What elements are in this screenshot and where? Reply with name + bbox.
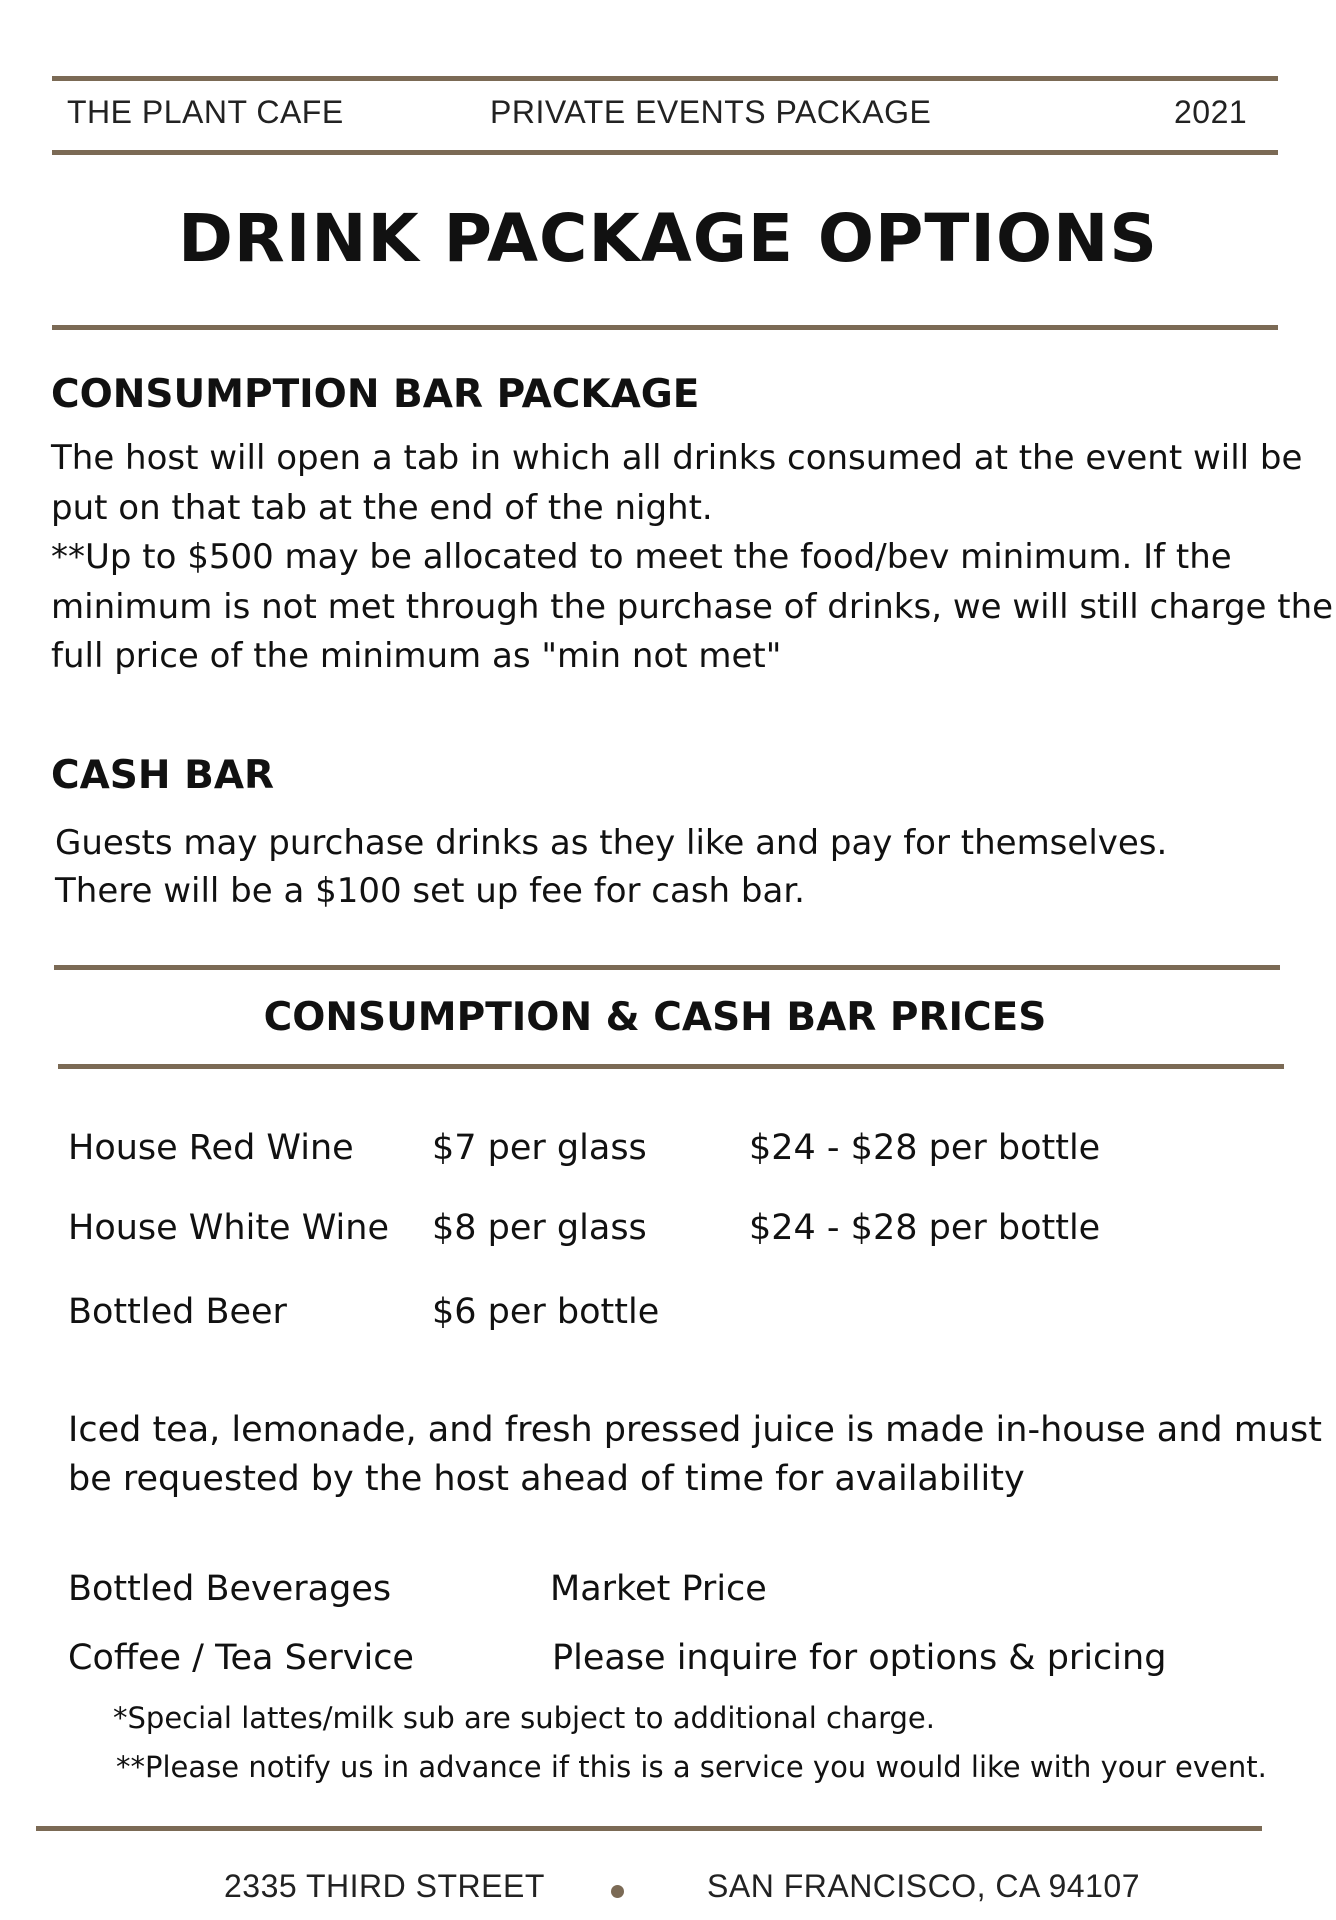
- prices-top-rule: [54, 965, 1280, 970]
- page-title: DRINK PACKAGE OPTIONS: [178, 200, 1158, 277]
- other-row-price: Market Price: [550, 1569, 767, 1609]
- price-row-bottle: $24 - $28 per bottle: [749, 1208, 1101, 1248]
- consumption-line: full price of the minimum as "min not met": [51, 636, 782, 676]
- inhouse-line: Iced tea, lemonade, and fresh pressed juice is made in-house and must: [68, 1410, 1322, 1450]
- other-row-item: Bottled Beverages: [68, 1569, 392, 1609]
- price-row-glass: $8 per glass: [432, 1208, 647, 1248]
- price-row-item: House Red Wine: [68, 1128, 354, 1168]
- other-row-price: Please inquire for options & pricing: [552, 1638, 1167, 1678]
- cash-bar-line: Guests may purchase drinks as they like and pay for themselves.: [55, 823, 1168, 863]
- inhouse-line: be requested by the host ahead of time for availability: [68, 1459, 1025, 1499]
- cash-bar-heading: CASH BAR: [51, 753, 275, 798]
- special-latte-note: *Special lattes/milk sub are subject to additional charge.: [113, 1701, 935, 1735]
- consumption-description: [51, 434, 1333, 682]
- package-year: 2021: [1174, 94, 1248, 130]
- inhouse-note: [68, 1406, 1322, 1504]
- header-top-rule: [52, 76, 1278, 81]
- footer-separator-dot: [611, 1885, 624, 1898]
- price-row-item: House White Wine: [68, 1208, 389, 1248]
- consumption-heading: CONSUMPTION BAR PACKAGE: [51, 372, 700, 417]
- title-rule: [52, 325, 1278, 330]
- other-row-item: Coffee / Tea Service: [68, 1638, 414, 1678]
- price-row-glass: $6 per bottle: [432, 1292, 660, 1332]
- cash-bar-description: [55, 819, 1167, 915]
- price-row-item: Bottled Beer: [68, 1292, 287, 1332]
- consumption-line: put on that tab at the end of the night.: [51, 487, 713, 528]
- advance-notice-note: **Please notify us in advance if this is a service you would like with your event.: [116, 1750, 1267, 1784]
- footer-rule: [36, 1826, 1262, 1831]
- prices-heading: CONSUMPTION & CASH BAR PRICES: [263, 995, 1047, 1040]
- package-name: PRIVATE EVENTS PACKAGE: [490, 94, 932, 130]
- consumption-line: The host will open a tab in which all drinks consumed at the event will be: [51, 438, 1303, 478]
- footer-city: SAN FRANCISCO, CA 94107: [707, 1868, 1140, 1904]
- price-row-bottle: $24 - $28 per bottle: [749, 1128, 1101, 1168]
- footer-street: 2335 THIRD STREET: [224, 1868, 545, 1904]
- cash-bar-line: There will be a $100 set up fee for cash bar.: [55, 871, 805, 911]
- header-bottom-rule: [52, 150, 1278, 155]
- consumption-line: minimum is not met through the purchase of drinks, we will still charge the: [51, 586, 1334, 627]
- consumption-line: **Up to $500 may be allocated to meet the food/bev minimum. If the: [51, 537, 1232, 577]
- prices-bottom-rule: [58, 1064, 1284, 1069]
- price-row-glass: $7 per glass: [432, 1128, 647, 1168]
- cafe-name: THE PLANT CAFE: [67, 94, 344, 130]
